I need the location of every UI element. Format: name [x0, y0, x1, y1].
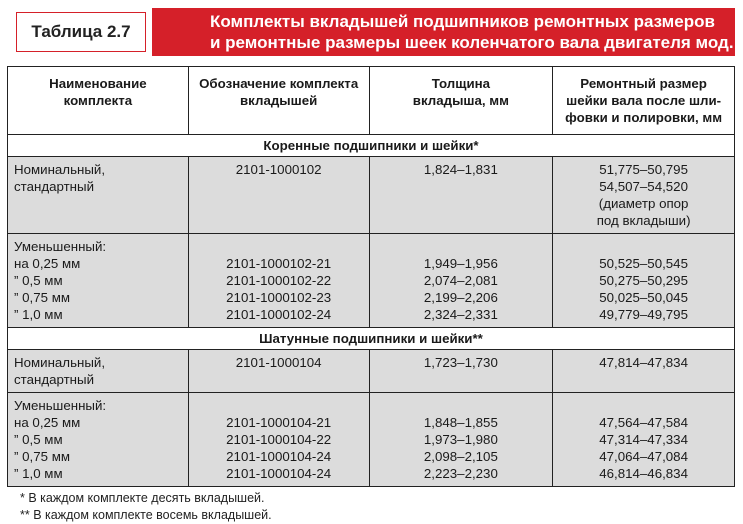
cell-code: 2101-1000102-21 2101-1000102-22 2101-1000102-23 2101-1000102-24	[188, 234, 369, 328]
cell-size: 47,814–47,834	[553, 350, 735, 393]
cell-size: 50,525–50,545 50,275–50,295 50,025–50,045 49,779–49,795	[553, 234, 735, 328]
cell-name: Уменьшенный: на 0,25 мм ” 0,5 мм ” 0,75 мм ” 1,0 мм	[8, 234, 189, 328]
footnote-2: ** В каждом комплекте восемь вкладышей.	[20, 508, 272, 522]
cell-name: Номинальный, стандартный	[8, 157, 189, 234]
footnote-1: * В каждом комплекте десять вкладышей.	[20, 491, 265, 505]
footnotes	[20, 490, 272, 524]
table-row	[8, 157, 735, 234]
table-row	[8, 350, 735, 393]
column-header-name: Наименование комплекта	[8, 67, 189, 135]
table-row	[8, 393, 735, 487]
cell-code: 2101-1000104	[188, 350, 369, 393]
bearing-table	[7, 66, 735, 487]
cell-name: Номинальный, стандартный	[8, 350, 189, 393]
cell-thickness: 1,723–1,730	[369, 350, 553, 393]
section-connecting-rod-bearings: Шатунные подшипники и шейки**	[8, 328, 735, 350]
section-main-bearings: Коренные подшипники и шейки*	[8, 135, 735, 157]
table-title-line-2: и ремонтные размеры шеек коленчатого вала двигателя мод. 2106	[210, 33, 734, 73]
cell-thickness: 1,824–1,831	[369, 157, 553, 234]
cell-code: 2101-1000104-21 2101-1000104-22 2101-1000104-24 2101-1000104-24	[188, 393, 369, 487]
column-header-thickness: Толщина вкладыша, мм	[369, 67, 553, 135]
table-header-row	[8, 67, 735, 135]
cell-thickness: 1,848–1,855 1,973–1,980 2,098–2,105 2,223–2,230	[369, 393, 553, 487]
table-title	[152, 8, 735, 73]
cell-thickness: 1,949–1,956 2,074–2,081 2,199–2,206 2,324–2,331	[369, 234, 553, 328]
cell-code: 2101-1000102	[188, 157, 369, 234]
cell-size: 47,564–47,584 47,314–47,334 47,064–47,084 46,814–46,834	[553, 393, 735, 487]
cell-name: Уменьшенный: на 0,25 мм ” 0,5 мм ” 0,75 мм ” 1,0 мм	[8, 393, 189, 487]
column-header-code: Обозначение комплекта вкладышей	[188, 67, 369, 135]
table-number: Таблица 2.7	[16, 12, 146, 52]
table-title-line-1: Комплекты вкладышей подшипников ремонтных размеров	[210, 12, 715, 31]
cell-size: 51,775–50,795 54,507–54,520 (диаметр опор под вкладыши)	[553, 157, 735, 234]
title-bar	[0, 0, 743, 73]
column-header-size: Ремонтный размер шейки вала после шли- фовки и полировки, мм	[553, 67, 735, 135]
table-row	[8, 234, 735, 328]
